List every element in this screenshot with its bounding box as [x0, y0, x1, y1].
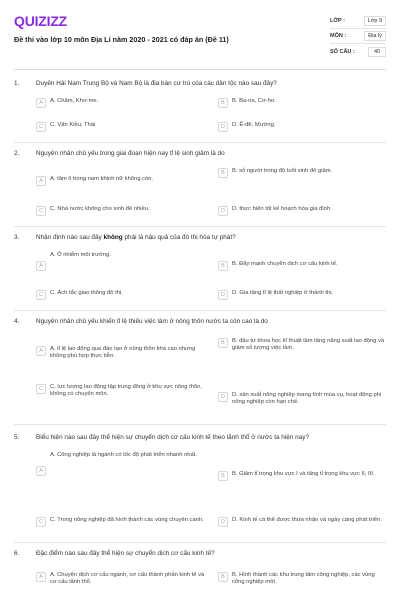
- option-a[interactable]: [36, 572, 206, 587]
- question-number: 4.: [14, 318, 20, 325]
- question-number: 1.: [14, 80, 20, 87]
- option-letter: D: [218, 290, 228, 300]
- option-letter: B: [218, 471, 228, 481]
- question-text: Duyên Hải Nam Trung Bộ và Nam Bộ là địa bàn cư trú của các dân tộc nào sau đây?: [36, 80, 277, 87]
- option-text: D. thực hiện tốt kế hoạch hóa gia đình.: [232, 206, 332, 212]
- question-text: Đặc điểm nào sau đây thể hiện sự chuyển dịch cơ cấu kinh tế?: [36, 550, 215, 557]
- option-text: C. Trong nông nghiệp đã hình thành các vùng chuyên canh.: [50, 517, 204, 523]
- question-3: [14, 234, 386, 242]
- option-letter: A: [36, 572, 46, 582]
- option-text: A. Công nghiệp là ngành có tốc độ phát triển nhanh nhất.: [50, 452, 197, 458]
- option-text: D. sản xuất nông nghiệp mang tính mùa vụ, hoạt động phi nông nghiệp còn hạn chế.: [232, 392, 382, 406]
- option-letter: D: [218, 122, 228, 132]
- option-text: A. tâm lí trọng nam khinh nữ không còn.: [50, 176, 154, 182]
- question-text: Nguyên nhân chủ yếu trong giai đoạn hiện nay tỉ lệ sinh giảm là do: [36, 150, 225, 157]
- option-text: B. Ba-na, Cơ-ho.: [232, 98, 276, 104]
- option-d[interactable]: [218, 206, 384, 216]
- option-text: D. Kinh tế cá thể được thừa nhận và ngày càng phát triển.: [232, 517, 382, 523]
- option-letter: B: [218, 261, 228, 271]
- option-b[interactable]: [218, 98, 384, 108]
- option-a[interactable]: [36, 452, 206, 476]
- option-c[interactable]: [36, 384, 212, 399]
- meta-label: SỐ CÂU :: [330, 48, 355, 55]
- option-text: B. Giảm tỉ trọng khu vực I và tăng tỉ trọng khu vực II, III.: [232, 471, 375, 477]
- option-d[interactable]: [218, 517, 386, 527]
- option-c[interactable]: [36, 517, 206, 527]
- option-d[interactable]: [218, 122, 384, 132]
- option-a[interactable]: [36, 346, 212, 361]
- option-letter: B: [218, 338, 228, 348]
- option-letter: D: [218, 206, 228, 216]
- divider: [14, 542, 386, 543]
- option-letter: B: [218, 98, 228, 108]
- option-text: A. Chuyển dịch cơ cấu ngành, cơ cấu thành phần kinh tế và cơ cấu lãnh thổ.: [50, 572, 205, 586]
- option-c[interactable]: [36, 122, 206, 132]
- page-title: Đề thi vào lớp 10 môn Địa Lí năm 2020 - 2021 có đáp án (Đề 11): [14, 35, 229, 44]
- option-d[interactable]: [218, 392, 386, 407]
- question-6: [14, 550, 386, 558]
- option-letter: B: [218, 572, 228, 582]
- option-text: D. Ê-đê, Mường.: [232, 122, 276, 128]
- option-b[interactable]: [218, 572, 386, 587]
- option-b[interactable]: [218, 338, 386, 353]
- header: [14, 8, 386, 70]
- option-letter: C: [36, 384, 46, 394]
- option-c[interactable]: [36, 290, 206, 300]
- option-text: B. Hình thành các khu trung tâm công nghiệp, các vùng công nghiệp mới.: [232, 572, 375, 586]
- question-text: Nguyên nhân chủ yếu khiến tỉ lệ thiếu việc làm ở nông thôn nước ta còn cao là do: [36, 318, 268, 325]
- option-c[interactable]: [36, 206, 206, 216]
- meta-label: MÔN :: [330, 33, 347, 39]
- option-text: B. đầu tư khoa học kĩ thuật làm tăng năng suất lao động và giảm số lượng việc làm.: [232, 338, 385, 352]
- option-a[interactable]: [36, 252, 206, 271]
- question-number: 5.: [14, 434, 20, 441]
- option-text: C. Nhà nước không cho sinh đẻ nhiều.: [50, 206, 150, 212]
- option-a[interactable]: [36, 98, 206, 108]
- question-number: 3.: [14, 234, 20, 241]
- option-b[interactable]: [218, 471, 386, 481]
- option-letter: D: [218, 392, 228, 402]
- question-4: [14, 318, 386, 326]
- option-b[interactable]: [218, 168, 384, 178]
- question-5: [14, 434, 386, 442]
- meta-label: LỚP :: [330, 18, 345, 24]
- question-number: 2.: [14, 150, 20, 157]
- option-text: D. Gia tăng tỉ lệ thất nghiệp ở thành thị.: [232, 290, 334, 296]
- option-letter: C: [36, 517, 46, 527]
- option-letter: D: [218, 517, 228, 527]
- meta-value: 40: [368, 47, 386, 57]
- question-text: Nhận định nào sau đây không phải là hậu quả của đô thị hóa tự phát?: [36, 234, 236, 241]
- question-text: Biểu hiện nào sau đây thể hiện sự chuyển dịch cơ cấu kinh tế theo lãnh thổ ở nước ta hiện nay?: [36, 434, 310, 441]
- option-d[interactable]: [218, 290, 384, 300]
- option-letter: C: [36, 290, 46, 300]
- option-letter: C: [36, 206, 46, 216]
- option-text: C. Vân Kiều, Thái: [50, 122, 96, 128]
- meta-grade: [330, 14, 386, 29]
- divider: [14, 226, 386, 227]
- option-text: B. số người trong độ tuổi sinh đẻ giảm.: [232, 168, 333, 174]
- option-letter: B: [218, 168, 228, 178]
- meta-value: Địa lý: [364, 31, 386, 41]
- option-b[interactable]: [218, 261, 384, 271]
- option-a[interactable]: [36, 176, 206, 186]
- question-1: [14, 80, 386, 88]
- option-text: A. tỉ lệ lao động qua đào tạo ở nông thôn khá cao nhưng không phù hợp thực tiễn.: [50, 346, 196, 360]
- meta-value: Lớp 9: [364, 16, 386, 26]
- option-text: A. Ô nhiễm môi trường.: [50, 252, 111, 258]
- divider: [14, 142, 386, 143]
- option-text: B. Đẩy mạnh chuyển dịch cơ cấu kinh tế.: [232, 261, 338, 267]
- option-text: C. Ách tắc giao thông đô thị.: [50, 290, 123, 296]
- option-letter: C: [36, 122, 46, 132]
- question-number: 6.: [14, 550, 20, 557]
- option-letter: A: [36, 261, 46, 271]
- meta-panel: [330, 14, 386, 59]
- option-letter: A: [36, 176, 46, 186]
- meta-count: [330, 44, 386, 59]
- option-letter: A: [36, 346, 46, 356]
- quizizz-logo[interactable]: QUIZIZZ: [14, 13, 68, 29]
- divider: [14, 424, 386, 425]
- option-letter: A: [36, 98, 46, 108]
- meta-subject: [330, 29, 386, 44]
- option-text: A. Chăm, Khơ-me.: [50, 98, 99, 104]
- divider: [14, 310, 386, 311]
- option-letter: A: [36, 466, 46, 476]
- option-text: C. lực lượng lao động tập trung đông ở khu vực nông thôn, không có chuyên môn.: [50, 384, 203, 398]
- question-2: [14, 150, 386, 158]
